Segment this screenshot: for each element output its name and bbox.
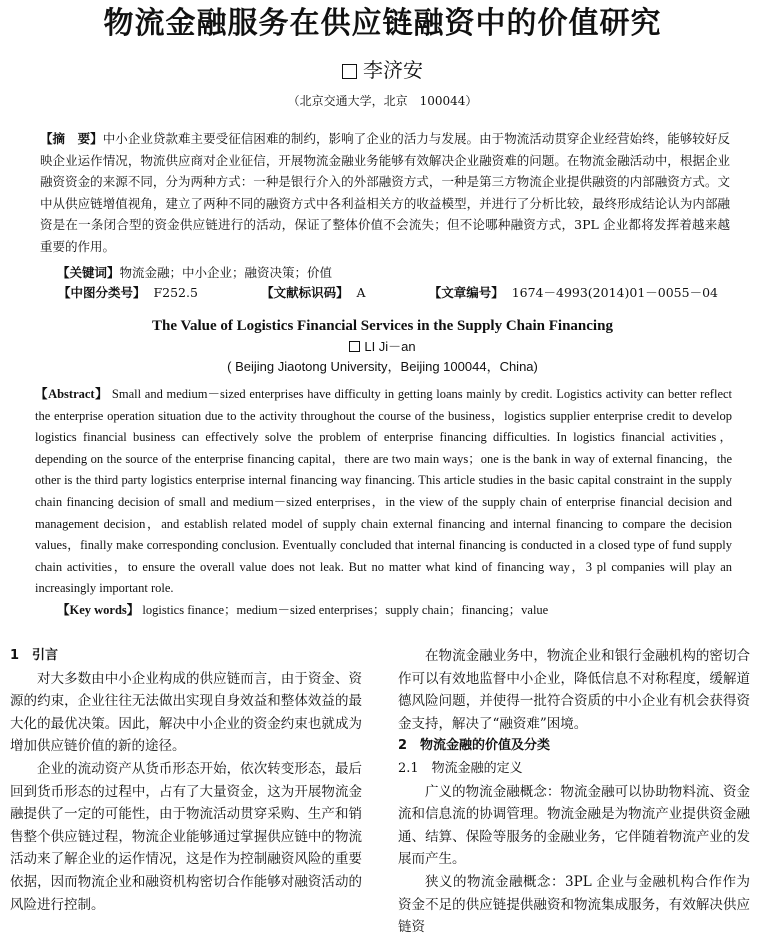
- section-heading-1: 1 引言: [10, 648, 59, 663]
- abstract-cn-tag: 【摘 要】: [40, 131, 103, 146]
- body-column-right: [398, 645, 750, 939]
- classification-line: [58, 283, 718, 303]
- paper-title-cn: 物流金融服务在供应链融资中的价值研究: [103, 6, 662, 41]
- abstract-cn: [40, 128, 730, 257]
- clc-value: F252.5: [153, 285, 198, 300]
- clc-field: [58, 283, 198, 303]
- clc-tag: 【中图分类号】: [58, 285, 146, 300]
- article-number-value: 1674－4993(2014)01－0055－04: [511, 285, 718, 300]
- doc-code-value: A: [356, 285, 366, 300]
- affiliation-en: ( Beijing Jiaotong University，Beijing 100044，China): [227, 359, 538, 374]
- article-number-field: [429, 283, 718, 303]
- author-en: [0, 338, 765, 356]
- abstract-en-tag: 【Abstract】: [35, 387, 109, 401]
- section-heading-2: 2 物流金融的价值及分类: [398, 738, 551, 754]
- doc-code-tag: 【文献标识码】: [261, 285, 349, 300]
- body-paragraph: 狭义的物流金融概念：3PL 企业与金融机构合作作为资金不足的供应链提供融资和物流集成服务，有效解决供应链资: [398, 873, 750, 936]
- keywords-en-text: logistics finance；medium－sized enterprises；supply chain；financing；value: [142, 603, 549, 617]
- subsection-heading-2-1: 2.1 物流金融的定义: [398, 760, 523, 776]
- affiliation-cn: （北京交通大学，北京 100044）: [287, 94, 478, 108]
- author-name-cn: 李济安: [363, 58, 423, 82]
- body-column-left: [10, 645, 362, 916]
- body-paragraph: 广义的物流金融概念：物流金融可以协助物料流、资金流和信息流的协调管理。物流金融是为物流产业提供资金融通、结算、保险等服务的金融业务，它伴随着物流产业的发展而产生。: [398, 783, 750, 868]
- keywords-cn: [57, 262, 747, 284]
- author-cn: [0, 56, 765, 84]
- abstract-en-text: Small and medium－sized enterprises have difficulty in getting loans mainly by credit. Logistics activity can better reflect the enterprise operation situation due to the activity throughout the course of the business，logistics supplier enterprise credit to develop logistics financial business can effectively solve the problem of enterprise financing difficulties. In logistics financial activities，depending on the source of the enterprise financing capital，there are two main ways；one is the bank in way of external financing，the other is the third party logistics enterprise internal financing way financing. This article studies in the basic capital constraint in the supply chain financing decision of small and medium－sized enterprises，in the view of the supply chain of enterprise financial decision and management decision，and establish related model of supply chain external financing and internal financing to compare the decision values，finally make corresponding conclusion. Eventually concluded that internal financing is conducted in a closed type of fund supply chain activities，to ensure the overall value does not leak. But no matter what kind of financing way，3 pl companies will play an increasingly important role.: [35, 387, 733, 596]
- author-marker-en-icon: [349, 341, 360, 352]
- author-marker-icon: [342, 64, 357, 79]
- author-name-en: LI Ji－an: [364, 339, 416, 354]
- keywords-en-tag: 【Key words】: [57, 603, 140, 617]
- abstract-cn-text: 中小企业贷款难主要受征信困难的制约，影响了企业的活力与发展。由于物流活动贯穿企业经营始终，能够较好反映企业运作情况，物流供应商对企业征信，开展物流金融业务能够有效解决企业融资难的问题。在物流金融活动中，根据企业融资资金的来源不同，分为两种方式：一种是银行介入的外部融资方式，一种是第三方物流企业提供融资的内部融资方式。文中从供应链增值视角，建立了两种不同的融资方式中各利益相关方的收益模型，并进行了分析比较，最终形成结论认为内部融资是在一条闭合型的资金供应链进行的活动，保证了整体价值不会流失；但不论哪种融资方式，3PL 企业都将发挥着越来越重要的作用。: [40, 131, 730, 254]
- abstract-en: [35, 384, 732, 600]
- body-paragraph: 在物流金融业务中，物流企业和银行金融机构的密切合作可以有效地监督中小企业，降低信息不对称程度，缓解道德风险问题，并使得一批符合资质的中小企业有机会获得资金支持，解决了“融资难”困境。: [398, 648, 750, 732]
- keywords-cn-text: 物流金融；中小企业；融资决策；价值: [119, 265, 333, 280]
- paper-title-en: The Value of Logistics Financial Services in the Supply Chain Financing: [152, 318, 613, 334]
- doc-code-field: [261, 283, 366, 303]
- article-number-tag: 【文章编号】: [428, 285, 504, 300]
- body-paragraph: 企业的流动资产从货币形态开始，依次转变形态，最后回到货币形态的过程中，占有了大量资金，这为开展物流金融提供了一定的可能性，由于物流活动贯穿采购、生产和销售整个供应链过程，物流企业能够通过掌握供应链中的物流活动来了解企业的运作情况，这是作为控制融资风险的重要依据，因而物流企业和融资机构密切合作能够对融资活动的风险进行控制。: [10, 760, 362, 913]
- body-paragraph: 对大多数由中小企业构成的供应链而言，由于资金、资源的约束，企业往往无法做出实现自身效益和整体效益的最大化的最优决策。因此，解决中小企业的资金约束也就成为增加供应链价值的新的途径。: [10, 670, 362, 755]
- keywords-cn-tag: 【关键词】: [57, 265, 120, 280]
- keywords-en: [57, 600, 737, 620]
